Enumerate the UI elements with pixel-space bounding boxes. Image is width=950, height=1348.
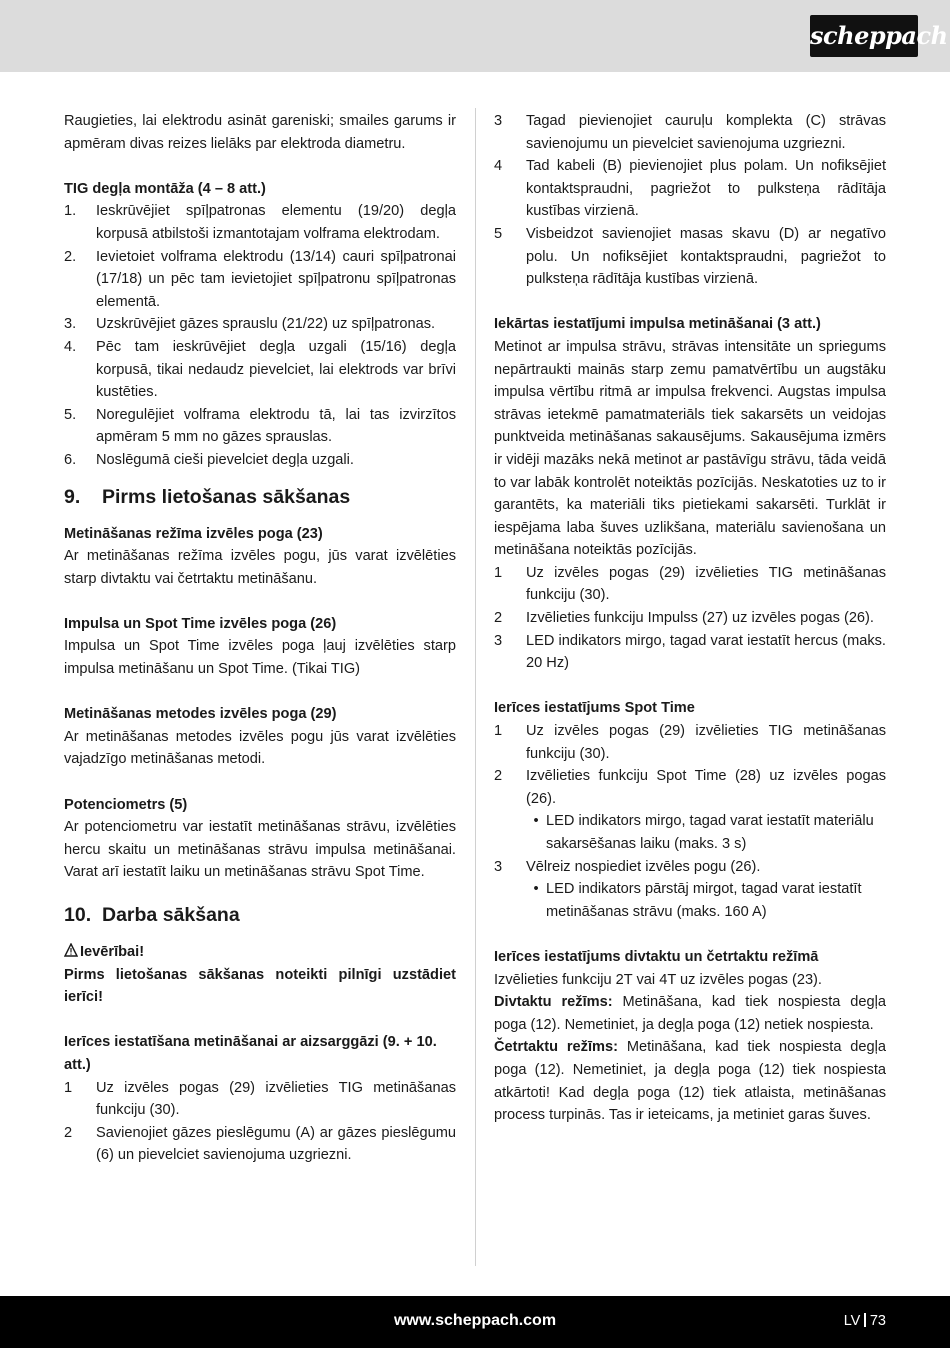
- left-column: [64, 110, 456, 1167]
- list-item: 2. Ievietoiet volframa elektrodu (13/14) cauri spīļpatronai (17/18) un pēc tam ievietojiet spīļpatronu spīļpatronas elementā.: [64, 248, 456, 310]
- list-item: 4. Pēc tam ieskrūvējiet degļa uzgali (15/16) degļa korpusā, tikai nedaudz pievelciet, lai elektrods var brīvi kustēties.: [64, 338, 456, 401]
- warning-text: Pirms lietošanas sākšanas noteikti pilnīgi uzstādiet ierīci!: [64, 966, 456, 1006]
- impulse-setup-text: Metinot ar impulsa strāvu, strāvas intensitāte un spriegums nepārtraukti mainās starp zemu pamatvērtību un augstāku impulsa vērtību ritmā ar impulsa frekvenci. Augstas impulsa strāvas ietekmē pamatmateriāls tiek sakarsēts un veidojas punktveida metināšanas sakausējums. Sakausējuma izmērs ir vidēji mazāks nekā metinot ar pastāvīgu strāvu, tāda veidā to var labāk kontrolēt noteiktās pozīcijās. Neskatoties uz to ir garantēts, ka materiāli tiks pietiekami sakarsēti. Turklāt ir iespējama laba šuves uzlikšana, materiālu savienošana un metināšana noteiktās pozīcijās.: [494, 338, 886, 559]
- list-item: 4 Tad kabeli (B) pievienojiet plus polam. Un nofiksējiet kontaktspraudni, pagriežot to pulksteņa rādītāja kustības virzienā.: [494, 158, 886, 220]
- brand-logo: scheppach: [810, 15, 918, 57]
- section-10-heading: 10. Darba sākšana: [64, 904, 240, 926]
- method-button-text: Ar metināšanas metodes izvēles pogu jūs varat izvēlēties vajadzīgo metināšanas metodi.: [64, 728, 456, 768]
- intro-paragraph: Raugieties, lai elektrodu asināt gareniski; smailes garums ir apmēram divas reizes lielāks par elektroda diametru.: [64, 113, 456, 152]
- list-item: 2 Savienojiet gāzes pieslēgumu (A) ar gāzes pieslēgumu (6) un pievelciet savienojuma uzgriezni.: [64, 1124, 456, 1164]
- list-item: 2 Izvēlieties funkciju Impulss (27) uz izvēles pogas (26).: [494, 610, 874, 627]
- tig-mount-heading: TIG degļa montāža (4 – 8 att.): [64, 180, 266, 197]
- gas-setup-heading: Ierīces iestatīšana metināšanai ar aizsarggāzi (9. + 10. att.): [64, 1034, 437, 1073]
- list-item: 6. Noslēgumā cieši pievelciet degļa uzgali.: [64, 451, 354, 468]
- potentiometer-heading: Potenciometrs (5): [64, 796, 188, 813]
- warning-heading: Ievērībai!: [64, 941, 456, 964]
- gas-steps-list-continued: [494, 110, 886, 291]
- two-four-stroke-heading: Ierīces iestatījums divtaktu un četrtaktu režīmā: [494, 948, 819, 965]
- list-item: 2 Izvēlieties funkciju Spot Time (28) uz izvēles pogas (26).: [494, 768, 886, 807]
- spot-time-heading: Ierīces iestatījums Spot Time: [494, 700, 695, 717]
- method-button-heading: Metināšanas metodes izvēles poga (29): [64, 706, 337, 723]
- two-stroke-paragraph: Divtaktu režīms: Metināšana, kad tiek nospiesta degļa poga (12). Nemetiniet, ja degļa poga (12) netiek nospiesta.: [494, 994, 886, 1033]
- four-stroke-paragraph: Četrtaktu režīms: Metināšana, kad tiek nospiesta degļa poga (12). Nemetiniet, ja degļa poga (12) tiek nospiesta atkārtoti! Kad degļa poga (12) tiek atlaista, metināšanas process turpinās. Tas ir ieteicams, ja metiniet garas šuves.: [494, 1039, 886, 1124]
- list-item: 5. Noregulējiet volframa elektrodu tā, lai tas izvirzītos apmēram 5 mm no gāzes sprauslas.: [64, 406, 456, 446]
- mode-button-heading: Metināšanas režīma izvēles poga (23): [64, 525, 323, 542]
- spot-time-steps-list: [494, 720, 886, 923]
- list-item: 1 Uz izvēles pogas (29) izvēlieties TIG metināšanas funkciju (30).: [494, 723, 886, 762]
- bullet-item: • LED indikators mirgo, tagad varat iestatīt materiālu sakarsēšanas laiku (maks. 3 s): [533, 813, 874, 852]
- right-column: [494, 110, 886, 1127]
- gas-steps-list: [64, 1077, 456, 1167]
- impulse-steps-list: [494, 562, 886, 675]
- list-item: 3 Vēlreiz nospiediet izvēles pogu (26).: [494, 858, 761, 875]
- list-item: 3. Uzskrūvējiet gāzes sprauslu (21/22) uz spīļpatronas.: [64, 316, 436, 333]
- website-url: www.scheppach.com: [393, 1312, 557, 1329]
- pulse-button-text: Impulsa un Spot Time izvēles poga ļauj izvēlēties starp impulsa metināšanu un Spot Time. (Tikai TIG): [64, 638, 456, 678]
- pulse-button-heading: Impulsa un Spot Time izvēles poga (26): [64, 615, 337, 632]
- column-divider: [475, 108, 476, 1266]
- list-item: 1 Uz izvēles pogas (29) izvēlieties TIG metināšanas funkciju (30).: [64, 1079, 456, 1119]
- page-header: [0, 0, 950, 72]
- tig-steps-list: [64, 200, 456, 471]
- list-item: 1 Uz izvēles pogas (29) izvēlieties TIG metināšanas funkciju (30).: [494, 564, 886, 604]
- page-number: LV 73: [843, 1313, 886, 1329]
- mode-button-text: Ar metināšanas režīma izvēles pogu, jūs varat izvēlēties starp divtaktu vai četrtaktu metināšanu.: [64, 548, 456, 587]
- bullet-item: • LED indikators pārstāj mirgot, tagad varat iestatīt metināšanas strāvu (maks. 160 A): [533, 881, 862, 920]
- page-footer: [0, 1296, 950, 1348]
- list-item: 5 Visbeidzot savienojiet masas skavu (D) ar negatīvo polu. Un nofiksējiet kontaktspraudni, pagriežot to pulksteņa rādītāja kustības virzienā.: [494, 225, 886, 288]
- section-9-heading: 9. Pirms lietošanas sākšanas: [64, 485, 351, 508]
- list-item: 1. Ieskrūvējiet spīļpatronas elementu (19/20) degļa korpusā atbilstoši izmantotajam volframa elektrodam.: [64, 203, 456, 242]
- list-item: 3 LED indikators mirgo, tagad varat iestatīt hercus (maks. 20 Hz): [494, 632, 886, 672]
- warning-icon: [64, 943, 78, 957]
- list-item: 3 Tagad pievienojiet cauruļu komplekta (C) strāvas savienojumu un pievelciet savienojuma uzgriezni.: [494, 113, 886, 152]
- impulse-setup-heading: Iekārtas iestatījumi impulsa metināšanai (3 att.): [494, 316, 821, 333]
- potentiometer-text: Ar potenciometru var iestatīt metināšanas strāvu, izvēlēties hercu skaitu un metināšanas strāvu impulsa metināšanai. Varat arī iestatīt laiku un metināšanas strāvu Spot Time.: [64, 819, 456, 881]
- two-four-stroke-text: Izvēlieties funkciju 2T vai 4T uz izvēles pogas (23).: [494, 971, 822, 988]
